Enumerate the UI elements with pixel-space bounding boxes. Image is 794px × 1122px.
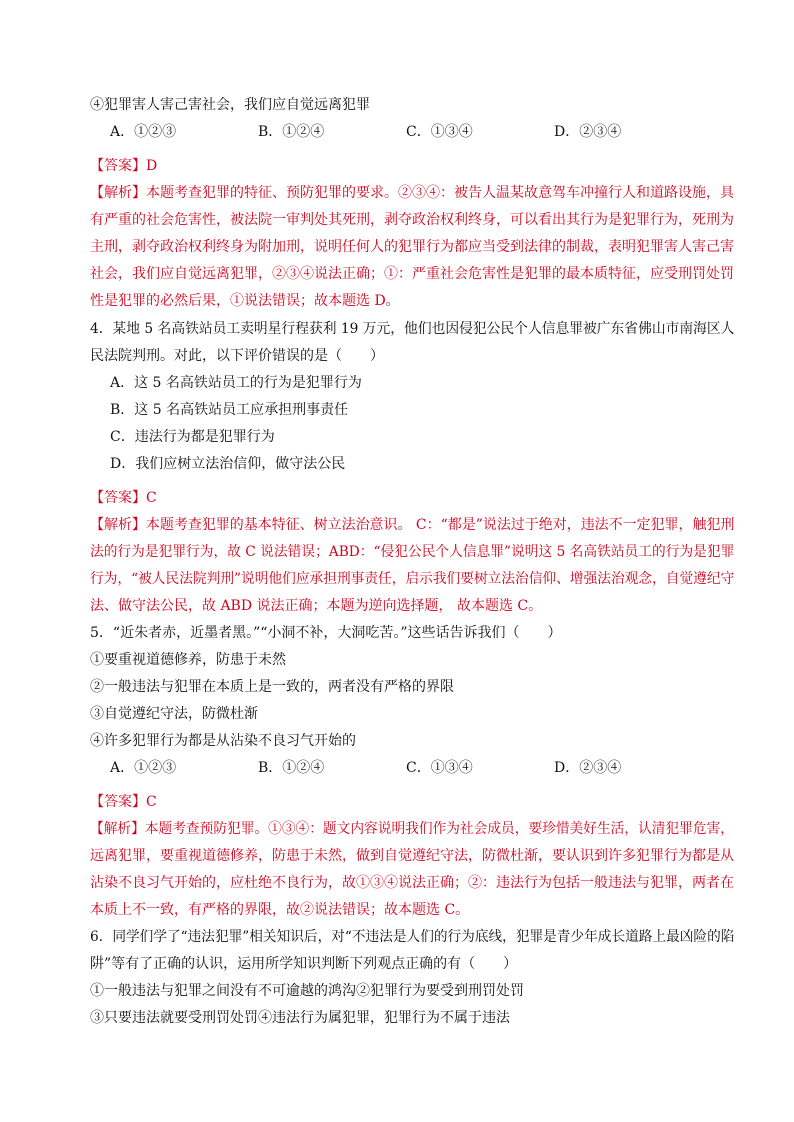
q3-analysis-line: 社会，我们应自觉远离犯罪，②③④说法正确；①：严重社会危害性是犯罪的最本质特征，应受刑罚处罚 [90, 266, 734, 282]
q6-stem-line: 6．同学们学了“违法犯罪”相关知识后，对“不违法是人们的行为底线，犯罪是青少年成长道路上最凶险的陷 [90, 929, 735, 945]
q4-option-c: C．违法行为都是犯罪行为 [110, 429, 275, 445]
q5-option-c: C．①③④ [406, 760, 473, 776]
q3-option-a: A．①②③ [110, 124, 177, 140]
q5-analysis-line: 本质上不一致，有严格的界限，故②说法错误；故本题选 C。 [90, 902, 470, 918]
q5-analysis-line: 远离犯罪，要重视道德修养，防患于未然，做到自觉遵纪守法，防微杜渐，要认识到许多犯罪行为都是从 [90, 848, 734, 864]
q4-option-a: A．这 5 名高铁站员工的行为是犯罪行为 [110, 375, 362, 391]
q5-item: ①要重视道德修养，防患于未然 [90, 652, 286, 668]
q5-item: ④许多犯罪行为都是从沾染不良习气开始的 [90, 733, 356, 749]
q4-analysis-line: 法的行为是犯罪行为，故 C 说法错误；ABD：“侵犯公民个人信息罪”说明这 5 名高铁站员工的行为是犯罪 [90, 544, 735, 560]
q3-options [110, 121, 710, 143]
q4-analysis-line: 法、做守法公民，故 ABD 说法正确；本题为逆向选择题， 故本题选 C。 [90, 598, 543, 614]
q4-option-b: B．这 5 名高铁站员工应承担刑事责任 [110, 402, 349, 418]
q3-analysis-line: 【解析】本题考查犯罪的特征、预防犯罪的要求。②③④：被告人温某故意驾车冲撞行人和道路设施，具 [90, 185, 734, 201]
q5-analysis-line: 【解析】本题考查预防犯罪。①③④：题文内容说明我们作为社会成员，要珍惜美好生活，认清犯罪危害， [90, 821, 734, 837]
q5-option-a: A．①②③ [110, 760, 177, 776]
q4-answer: 【答案】C [90, 490, 157, 506]
q3-answer: 【答案】D [90, 158, 158, 174]
q3-analysis-line: 主刑，剥夺政治权利终身为附加刑，说明任何人的犯罪行为都应当受到法律的制裁，表明犯罪害人害己害 [90, 239, 734, 255]
q3-option-b: B．①②④ [258, 124, 325, 140]
q5-item: ②一般违法与犯罪在本质上是一致的，两者没有严格的界限 [90, 679, 454, 695]
q5-option-b: B．①②④ [258, 760, 325, 776]
q4-analysis-line: 【解析】本题考查犯罪的基本特征、树立法治意识。 C：“都是”说法过于绝对，违法不一定犯罪，触犯刑 [90, 517, 735, 533]
q6-item: ①一般违法与犯罪之间没有不可逾越的鸿沟②犯罪行为要受到刑罚处罚 [90, 983, 524, 999]
q3-option-c: C．①③④ [406, 124, 473, 140]
q5-option-d: D．②③④ [554, 760, 622, 776]
q3-analysis-line: 性是犯罪的必然后果，①说法错误；故本题选 D。 [90, 293, 400, 309]
q5-stem: 5．“近朱者赤，近墨者黑。”“小洞不补，大洞吃苦。”这些话告诉我们（ ） [90, 625, 562, 641]
q5-item: ③自觉遵纪守法，防微杜渐 [90, 706, 258, 722]
q5-analysis-line: 沾染不良习气开始的，应杜绝不良行为，故①③④说法正确；②：违法行为包括一般违法与犯罪，两者在 [90, 875, 734, 891]
q5-options [110, 757, 710, 779]
q3-option-d: D．②③④ [554, 124, 622, 140]
q3-item-4: ④犯罪害人害己害社会，我们应自觉远离犯罪 [90, 97, 370, 113]
q4-option-d: D．我们应树立法治信仰，做守法公民 [110, 456, 346, 472]
q4-stem-line: 4．某地 5 名高铁站员工卖明星行程获利 19 万元，他们也因侵犯公民个人信息罪被广东省佛山市南海区人 [90, 321, 735, 337]
q3-analysis-line: 有严重的社会危害性，被法院一审判处其死刑，剥夺政治权利终身，可以看出其行为是犯罪行为，死刑为 [90, 212, 734, 228]
q6-item: ③只要违法就要受刑罚处罚④违法行为属犯罪，犯罪行为不属于违法 [90, 1010, 510, 1026]
q4-analysis-line: 行为，“被人民法院判刑”说明他们应承担刑事责任，启示我们要树立法治信仰、增强法治观念，自觉遵纪守 [90, 571, 735, 587]
q4-stem-line: 民法院判刑。对此，以下评价错误的是（ ） [90, 348, 384, 364]
q5-answer: 【答案】C [90, 794, 157, 810]
q6-stem-line: 阱”等有了正确的认识，运用所学知识判断下列观点正确的有（ ） [90, 956, 518, 972]
